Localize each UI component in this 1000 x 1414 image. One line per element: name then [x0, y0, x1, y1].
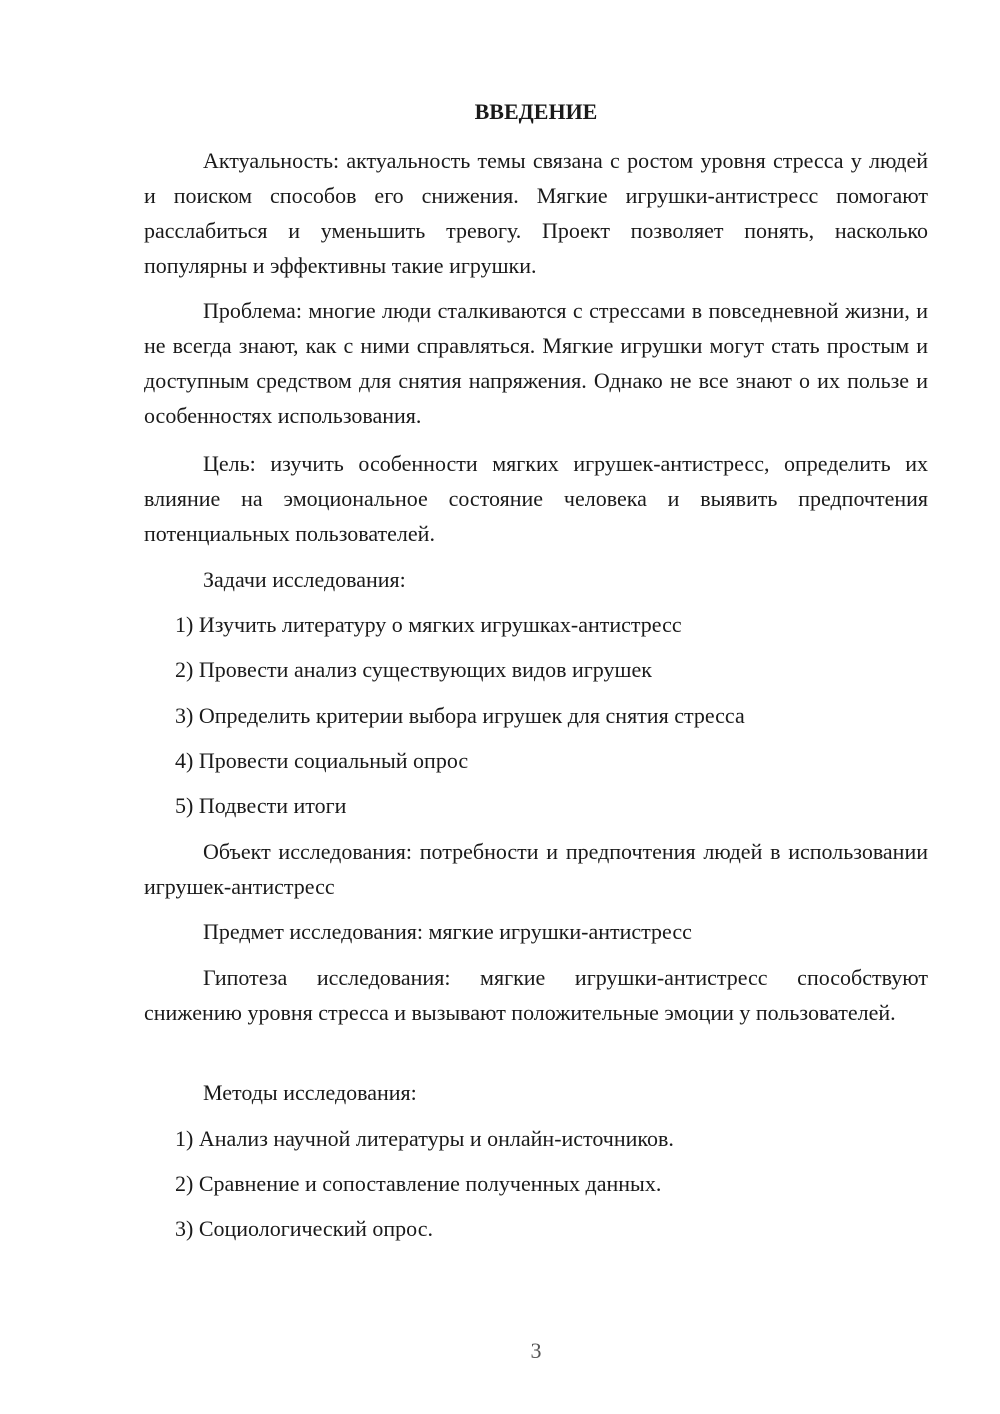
relevance-paragraph: Актуальность: актуальность темы связана с ростом уровня стресса у людей и поиском способов его снижения. Мягкие игрушки-антистресс помогают расслабиться и уменьшить тревогу. Проект позволяет понять, насколько популярны и эффективны такие игрушки.	[144, 148, 928, 278]
task-item: 3) Определить критерии выбора игрушек для снятия стресса	[175, 703, 745, 728]
tasks-heading: Задачи исследования:	[203, 567, 406, 592]
task-item: 1) Изучить литературу о мягких игрушках-антистресс	[175, 612, 682, 637]
subject-line: Предмет исследования: мягкие игрушки-антистресс	[203, 919, 692, 944]
task-item: 5) Подвести итоги	[175, 793, 347, 818]
problem-paragraph: Проблема: многие люди сталкиваются с стрессами в повседневной жизни, и не всегда знают, как с ними справляться. Мягкие игрушки могут стать простым и доступным средством для снятия напряжения. Однако не все знают о их пользе и особенностях использования.	[144, 298, 928, 428]
method-item: 3) Социологический опрос.	[175, 1216, 433, 1241]
task-item: 2) Провести анализ существующих видов игрушек	[175, 657, 652, 682]
method-item: 2) Сравнение и сопоставление полученных данных.	[175, 1171, 662, 1196]
page-number: 3	[530, 1338, 542, 1363]
method-item: 1) Анализ научной литературы и онлайн-источников.	[175, 1126, 674, 1151]
section-title: ВВЕДЕНИЕ	[474, 99, 598, 124]
object-paragraph: Объект исследования: потребности и предпочтения людей в использовании игрушек-антистресс	[144, 839, 928, 899]
methods-heading: Методы исследования:	[203, 1080, 417, 1105]
hypothesis-paragraph: Гипотеза исследования: мягкие игрушки-антистресс способствуют снижению уровня стресса и вызывают положительные эмоции у пользователей.	[144, 965, 928, 1025]
goal-paragraph: Цель: изучить особенности мягких игрушек-антистресс, определить их влияние на эмоциональное состояние человека и выявить предпочтения потенциальных пользователей.	[144, 451, 928, 546]
task-item: 4) Провести социальный опрос	[175, 748, 469, 773]
